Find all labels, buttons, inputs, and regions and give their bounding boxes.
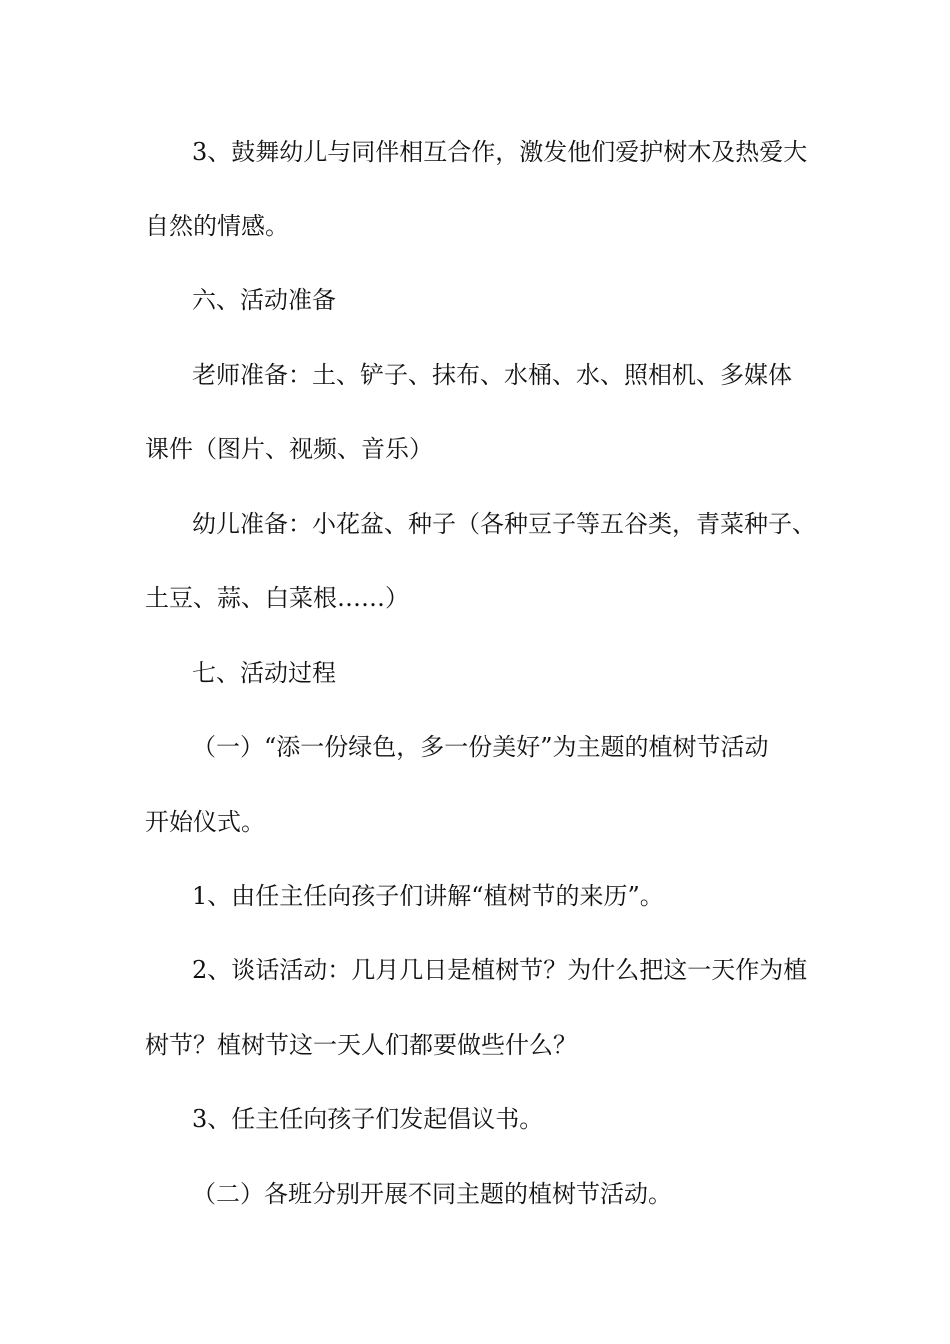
text-line: 自然的情感。 (145, 212, 289, 240)
text-line: 3、任主任向孩子们发起倡议书。 (192, 1105, 544, 1133)
text-line: 幼儿准备：小花盆、种子（各种豆子等五谷类，青菜种子、 (192, 510, 816, 538)
text-line: 2、谈话活动：几月几日是植树节？为什么把这一天作为植 (192, 956, 808, 984)
text-line: （一）“添一份绿色，多一份美好”为主题的植树节活动 (192, 733, 769, 761)
text-line: 开始仪式。 (145, 808, 265, 836)
text-line: （二）各班分别开展不同主题的植树节活动。 (192, 1180, 672, 1208)
section-heading: 六、活动准备 (192, 286, 336, 314)
text-line: 树节？植树节这一天人们都要做些什么？ (145, 1031, 577, 1059)
text-line: 老师准备：土、铲子、抹布、水桶、水、照相机、多媒体 (192, 361, 792, 389)
text-line: 1、由任主任向孩子们讲解“植树节的来历”。 (192, 882, 664, 910)
text-line: 课件（图片、视频、音乐） (145, 435, 433, 463)
section-heading: 七、活动过程 (192, 659, 336, 687)
text-line: 土豆、蒜、白菜根……） (145, 584, 409, 612)
text-line: 3、鼓舞幼儿与同伴相互合作，激发他们爱护树木及热爱大 (192, 138, 808, 166)
